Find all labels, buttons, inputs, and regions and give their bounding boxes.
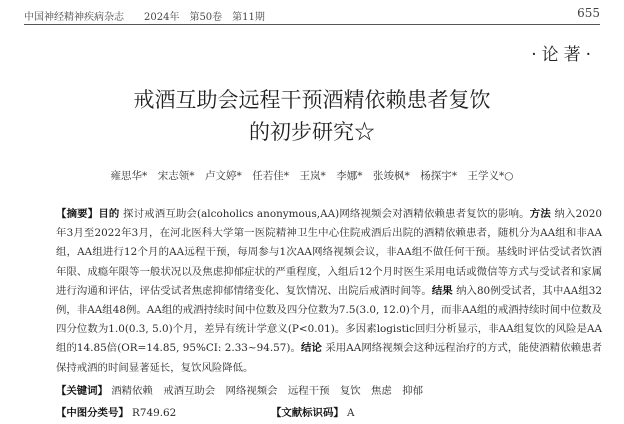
objective-text: 探讨戒酒互助会(alcoholics anonymous,AA)网络视频会对酒精依赖患者复饮的影响。 [123, 208, 530, 220]
conclusion-label: 结论 [300, 342, 322, 355]
clc-value: R749.62 [132, 407, 177, 419]
header-rule [24, 24, 600, 25]
keywords [56, 382, 602, 397]
methods-label: 方法 [529, 208, 551, 220]
methods-text: 纳入2020年3月至2022年3月，在河北医科大学第一医院精神卫生中心住院戒酒后出院的酒精依赖患者，随机分为AA组和非AA组，AA组进行12个月的AA远程干预，每周参与1次AA网络视频会议，非AA组不做任何干预。基线时评估受试者饮酒年限、成瘾年限等一般状况以及焦虑抑郁症状的严重程度，入组后12个月时医生采用电话或微信等方式与受试者和家属进行沟通和评估，评估受试者焦虑抑郁情绪变化、复饮情况、出院后戒酒时间等。 [56, 208, 603, 297]
doc-code [271, 404, 355, 419]
results-text: 纳入80例受试者，其中AA组32例，非AA组48例。AA组的戒酒持续时间中位数及四分位数为7.5(3.0, 12.0)个月，而非AA组的戒酒持续时间中位数及四分位数为1.0(0.3, 5.0)个月，差异有统计学意义(P<0.01)。多因素logistic回归分析显示，非AA组复饮的风险是AA组的14.85倍(OR=14.85, 95%CI: 2.33~94.57)。 [56, 284, 603, 355]
abstract [56, 205, 602, 378]
abstract-label: 【摘要】 [56, 208, 99, 220]
results-label: 结果 [431, 284, 453, 297]
article-title-line-2: 的初步研究☆ [249, 120, 375, 144]
article-title-line-1: 戒酒互助会远程干预酒精依赖患者复饮 [133, 88, 491, 112]
objective-label: 目的 [98, 208, 120, 220]
author-list: 雍思华* 宋志领* 卢文婷* 任若佳* 王岚* 李娜* 张竣枫* 杨探宇* 王学义*○ [110, 170, 514, 182]
clc-code [56, 407, 176, 419]
classification-info [56, 404, 602, 419]
running-header [24, 6, 600, 24]
keywords-label: 【关键词】 [56, 385, 108, 397]
conclusion-text: 采用AA网络视频会这种远程治疗的方式，能使酒精依赖患者保持戒酒的时间显著延长，复饮风险降低。 [56, 342, 603, 374]
keywords-text: 酒精依赖 戒酒互助会 网络视频会 远程干预 复饮 焦虑 抑郁 [111, 385, 423, 397]
doc-label: 【文献标识码】 [271, 407, 344, 419]
doc-value: A [347, 407, 355, 419]
clc-label: 【中图分类号】 [56, 407, 129, 419]
page-number: 655 [577, 6, 600, 20]
journal-info: 中国神经精神疾病杂志 2024年 第50卷 第11期 [24, 12, 265, 23]
section-label: ·论著· [531, 45, 596, 65]
